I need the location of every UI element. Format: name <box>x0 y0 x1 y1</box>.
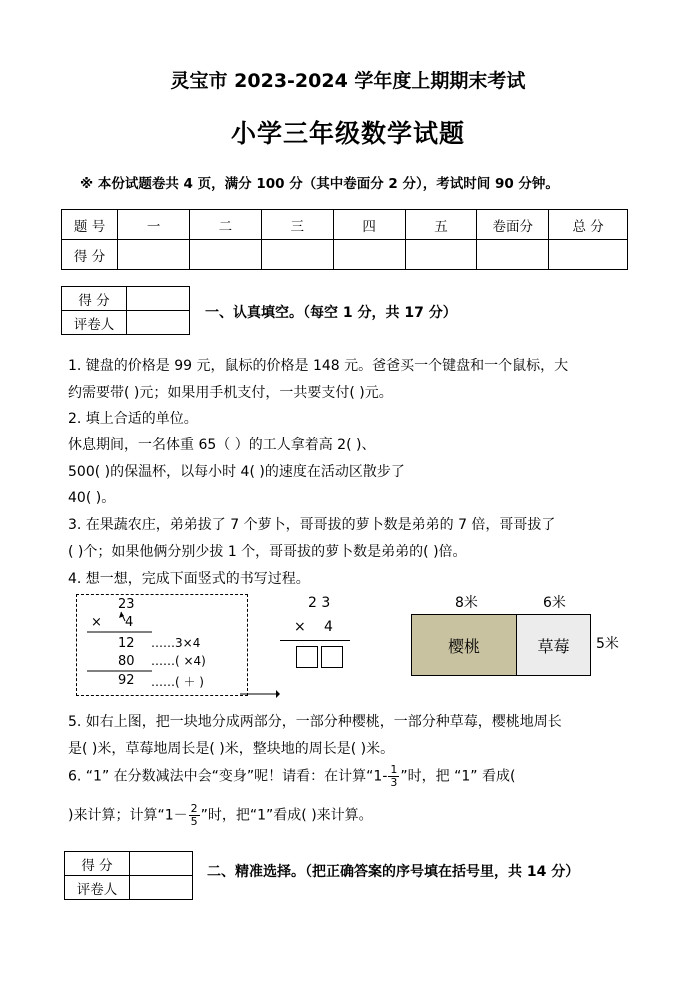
cherry-plot <box>412 615 517 675</box>
grader-score-label: 得 分 <box>65 852 130 876</box>
calc-top-number: 23 <box>118 597 135 612</box>
q6-text-d: ”时，把“1”看成( )来计算。 <box>200 807 373 824</box>
fraction-numerator: 1 <box>390 763 398 776</box>
grader-score-label: 得 分 <box>62 287 127 311</box>
grader-score-cell[interactable] <box>127 287 190 311</box>
cherry-width-label: 8米 <box>455 595 478 611</box>
q6-line2 <box>68 803 373 828</box>
q4-heading: 4. 想一想，完成下面竖式的书写过程。 <box>68 571 310 587</box>
calc-note-1: ……3×4 <box>151 636 201 650</box>
answer-box[interactable] <box>296 646 318 668</box>
grader-score-cell[interactable] <box>130 852 193 876</box>
score-header-cell: 二 <box>190 210 262 240</box>
calc-sum: 92 <box>118 673 135 688</box>
q2-line2: 500( )的保温杯，以每小时 4( )的速度在活动区散步了 <box>68 464 405 480</box>
fraction-denominator: 5 <box>190 815 198 828</box>
score-header-cell: 一 <box>118 210 190 240</box>
score-header-cell: 总 分 <box>549 210 628 240</box>
calc2-line <box>280 640 350 641</box>
grader-box <box>61 286 190 335</box>
calc2-top-number: 2 3 <box>308 595 331 611</box>
score-cell[interactable] <box>405 240 477 270</box>
q5-line1: 5. 如右上图，把一块地分成两部分，一部分种樱桃，一部分种草莓，樱桃地周长 <box>68 714 562 730</box>
grader-name-label: 评卷人 <box>65 876 130 900</box>
calc-times-sign: × <box>91 615 102 630</box>
score-cell[interactable] <box>477 240 549 270</box>
field-height-label: 5米 <box>596 636 619 652</box>
field-figure <box>411 614 591 676</box>
q2-heading: 2. 填上合适的单位。 <box>68 411 198 427</box>
q1-line1: 1. 键盘的价格是 99 元，鼠标的价格是 148 元。爸爸买一个键盘和一个鼠标，大 <box>68 358 569 374</box>
calc-note-3: ……( ＋ ) <box>151 675 204 689</box>
q2-line1: 休息期间，一名体重 65（ ）的工人拿着高 2( )、 <box>68 437 376 453</box>
section1-title: 一、认真填空。（每空 1 分，共 17 分） <box>205 305 457 321</box>
strawberry-label: 草莓 <box>537 636 570 656</box>
cherry-label: 樱桃 <box>447 636 480 656</box>
exam-header-title: 灵宝市 2023-2024 学年度上期期末考试 <box>170 70 526 92</box>
vertical-calc-blank <box>280 595 360 675</box>
score-cell[interactable] <box>118 240 190 270</box>
q3-line2: ( )个；如果他俩分别少拔 1 个，哥哥拔的萝卜数是弟弟的( )倍。 <box>68 544 467 560</box>
score-header-cell: 三 <box>261 210 333 240</box>
fraction-numerator: 2 <box>190 802 198 815</box>
arrow-icon <box>240 688 280 700</box>
q6-text-a: 6. “1” 在分数减法中会“变身”呢！请看：在计算“1- <box>68 768 388 785</box>
score-cell[interactable] <box>190 240 262 270</box>
grader-name-cell[interactable] <box>127 311 190 335</box>
score-header-cell: 五 <box>405 210 477 240</box>
answer-box[interactable] <box>321 646 343 668</box>
grader-box <box>64 851 193 900</box>
calc-note-2: ……( ×4) <box>151 654 206 668</box>
calc-partial-1: 12 <box>118 636 135 651</box>
strawberry-width-label: 6米 <box>543 595 566 611</box>
grader-name-label: 评卷人 <box>62 311 127 335</box>
score-header-cell: 四 <box>333 210 405 240</box>
score-header-cell: 卷面分 <box>477 210 549 240</box>
calc-partial-2: 80 <box>118 654 135 669</box>
score-header-cell: 题 号 <box>62 210 118 240</box>
exam-note: ※ 本份试题卷共 4 页，满分 100 分（其中卷面分 2 分），考试时间 90 分钟。 <box>80 176 559 192</box>
q3-line1: 3. 在果蔬农庄，弟弟拔了 7 个萝卜，哥哥拔的萝卜数是弟弟的 7 倍，哥哥拔了 <box>68 517 556 533</box>
section2-title: 二、精准选择。（把正确答案的序号填在括号里，共 14 分） <box>207 864 580 880</box>
fraction-denominator: 3 <box>390 776 398 789</box>
strawberry-plot <box>517 615 590 675</box>
score-row-label: 得 分 <box>62 240 118 270</box>
grader-name-cell[interactable] <box>130 876 193 900</box>
q6-text-b: ”时，把 “1” 看成( <box>400 768 516 785</box>
exam-subtitle: 小学三年级数学试题 <box>230 119 465 148</box>
calc2-multiplier: 4 <box>324 619 333 635</box>
fraction-one-third <box>388 764 399 789</box>
q1-line2: 约需要带( )元；如果用手机支付，一共要支付( )元。 <box>68 385 393 401</box>
score-cell[interactable] <box>261 240 333 270</box>
q6-text-c: )来计算；计算“1－ <box>68 807 188 824</box>
score-table <box>61 209 628 270</box>
q2-line3: 40( )。 <box>68 490 116 506</box>
fraction-two-fifths <box>189 803 200 828</box>
score-cell[interactable] <box>333 240 405 270</box>
q5-line2: 是( )米，草莓地周长是( )米，整块地的周长是( )米。 <box>68 741 395 757</box>
vertical-calc-example <box>76 594 248 696</box>
calc2-times-sign: × <box>294 619 306 635</box>
q6-line1 <box>68 764 515 789</box>
score-cell[interactable] <box>549 240 628 270</box>
calc-multiplier: 4 <box>125 615 134 630</box>
